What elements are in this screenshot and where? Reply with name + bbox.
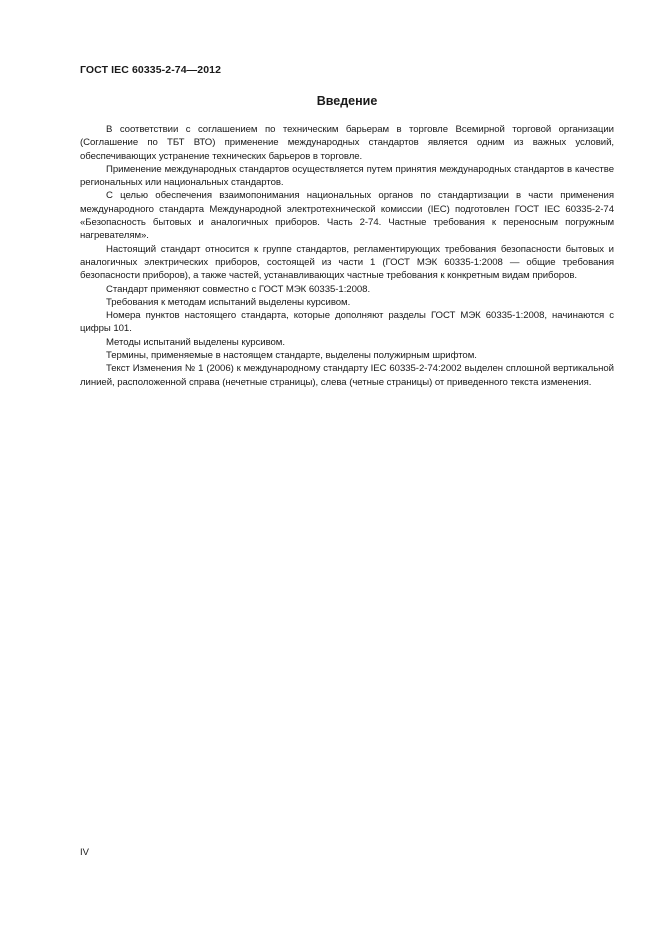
paragraph: Текст Изменения № 1 (2006) к международному стандарту IEC 60335-2-74:2002 выделен сплошной вертикальной линией, расположенной справа (нечетные страницы), слева (четные страницы) от приведенного текста изменения. (80, 363, 614, 388)
introduction-body (80, 123, 614, 389)
paragraph: Термины, применяемые в настоящем стандарте, выделены полужирным шрифтом. (106, 350, 477, 362)
paragraph: Методы испытаний выделены курсивом. (106, 336, 285, 348)
paragraph: В соответствии с соглашением по техническим барьерам в торговле Всемирной торговой организации (Соглашение по ТБТ ВТО) применение международных стандартов является одним из важных условий, обеспечивающих устранение технических барьеров в торговле. (80, 124, 614, 162)
page-number: IV (80, 847, 89, 858)
paragraph: Применение международных стандартов осуществляется путем принятия международных стандартов в качестве региональных или национальных стандартов. (80, 163, 614, 189)
paragraph: Стандарт применяют совместно с ГОСТ МЭК 60335-1:2008. (106, 283, 371, 295)
section-title: Введение (316, 94, 378, 108)
paragraph: С целью обеспечения взаимопонимания национальных органов по стандартизации в части применения международного стандарта Международной электротехнической комиссии (IEC) подготовлен ГОСТ IEC 60335-2-74 «Безопасность бытовых и аналогичных приборов. Часть 2-74. Частные требования к переносным погружным нагревателям». (80, 190, 614, 242)
paragraph: Настоящий стандарт относится к группе стандартов, регламентирующих требования безопасности бытовых и аналогичных электрических приборов, состоящей из части 1 (ГОСТ МЭК 60335-1:2008 — общие требования безопасности приборов), а также частей, устанавливающих частные требования к конкретным видам приборов. (80, 243, 614, 282)
paragraph: Номера пунктов настоящего стандарта, которые дополняют разделы ГОСТ МЭК 60335-1:2008, начинаются с цифры 101. (80, 310, 614, 335)
document-code-header: ГОСТ IEC 60335-2-74—2012 (80, 64, 222, 76)
paragraph: Требования к методам испытаний выделены курсивом. (106, 296, 351, 308)
